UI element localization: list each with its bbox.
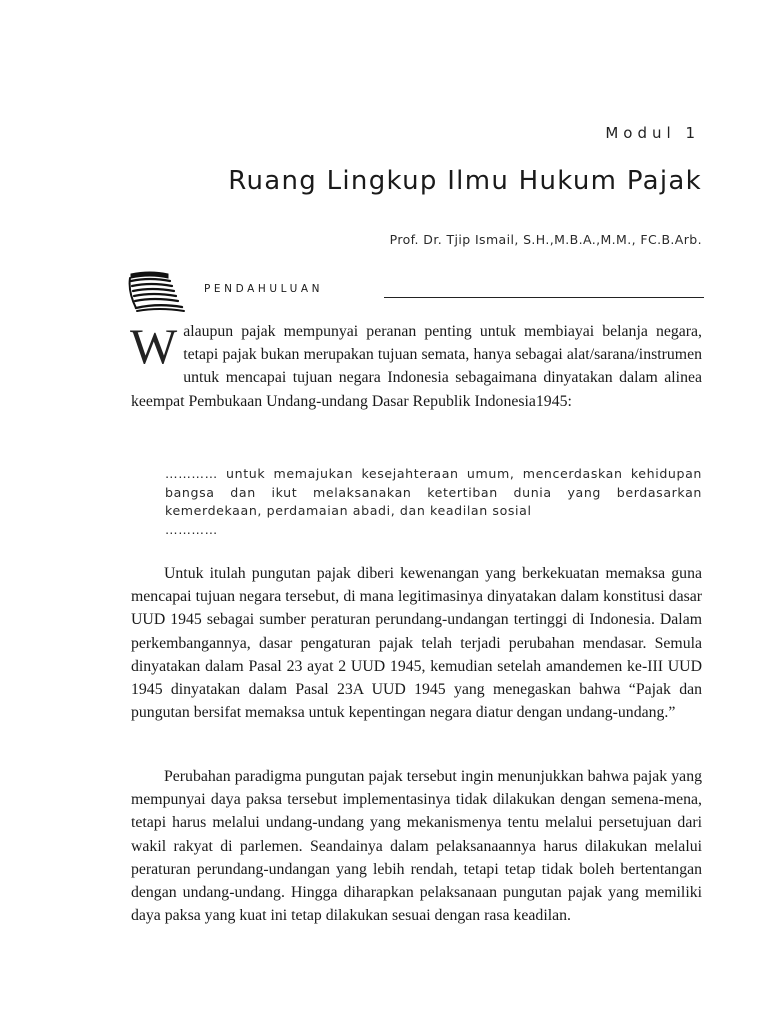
paragraph-3: Perubahan paradigma pungutan pajak tersebut ingin menunjukkan bahwa pajak yang mempunyai daya paksa tersebut implementasinya tidak dilakukan dengan semena-mena, tetapi harus melalui undang-undang yang mekanismenya tentu melalui persetujuan dari wakil rakyat di parlemen. Seandainya dalam pelaksanaannya harus dilakukan melalui peraturan perundang-undangan yang lebih rendah, tetapi tetap tidak boleh bertentangan dengan undang-undang. Hingga diharapkan pelaksanaan pungutan pajak yang memiliki daya paksa yang kuat ini tetap dilakukan sesuai dengan rasa keadilan. [131, 768, 702, 925]
paragraph-intro [131, 320, 702, 413]
page-title: Ruang Lingkup Ilmu Hukum Pajak [228, 166, 702, 196]
paragraph-2: Untuk itulah pungutan pajak diberi kewenangan yang berkekuatan memaksa guna mencapai tujuan negara tersebut, di mana legitimasinya dinyatakan dalam konstitusi dasar UUD 1945 sebagai sumber peraturan perundang-undangan tertinggi di Indonesia. Dalam perkembangannya, dasar pengaturan pajak telah terjadi perubahan mendasar. Semula dinyatakan dalam Pasal 23 ayat 2 UUD 1945, kemudian setelah amandemen ke-III UUD 1945 dinyatakan dalam Pasal 23A UUD 1945 yang menegaskan bahwa “Pajak dan pungutan bersifat memaksa untuk kepentingan negara diatur dengan undang-undang.” [131, 565, 702, 722]
drop-cap: W [130, 318, 178, 374]
section-divider [384, 297, 704, 298]
open-book-icon [128, 270, 188, 314]
module-label: Modul 1 [605, 124, 700, 142]
block-quote: ………… untuk memajukan kesejahteraan umum, mencerdaskan kehidupan bangsa dan ikut melaksanakan ketertiban dunia yang berdasarkan kemerdekaan, perdamaian abadi, dan keadilan sosial ………… [165, 466, 702, 537]
section-heading: PENDAHULUAN [204, 283, 324, 295]
author-line: Prof. Dr. Tjip Ismail, S.H.,M.B.A.,M.M., FC.B.Arb. [389, 232, 702, 247]
paragraph-intro-text: alaupun pajak mempunyai peranan penting untuk membiayai belanja negara, tetapi pajak bukan merupakan tujuan semata, hanya sebagai alat/sarana/instrumen untuk mencapai tujuan negara Indonesia sebagaimana dinyatakan dalam alinea keempat Pembukaan Undang-undang Dasar Republik Indonesia1945: [131, 323, 702, 410]
